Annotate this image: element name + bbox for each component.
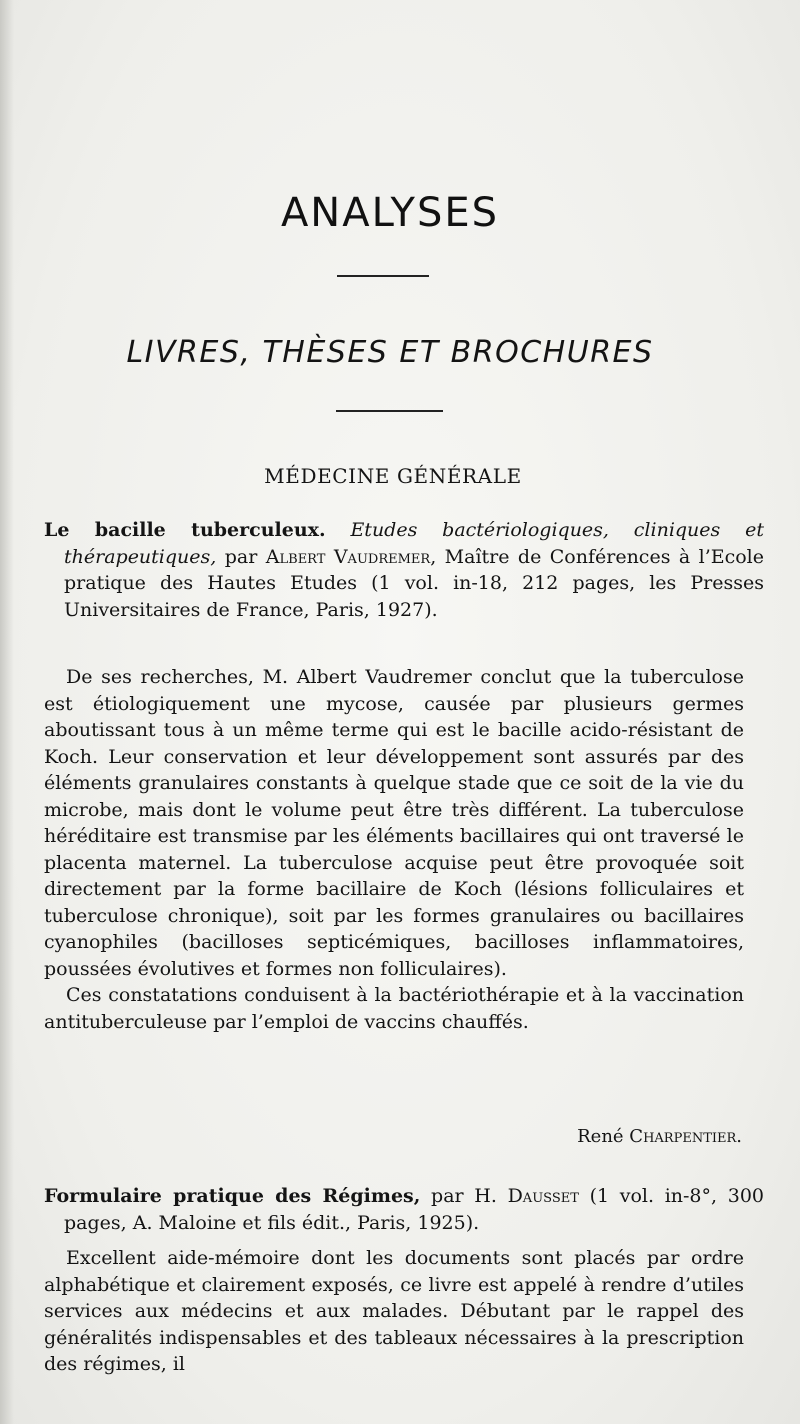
section-divider — [336, 410, 443, 412]
title-divider — [337, 275, 429, 277]
entry-author: Albert Vaudremer — [265, 545, 431, 568]
reviewer-signature — [577, 1126, 742, 1147]
entry-details: (1 vol. in-8°, 300 pages, A. Maloine et fils édit., Paris, 1925). — [64, 1185, 764, 1234]
entry-body — [44, 664, 744, 1035]
reviewer-last-name: Charpentier. — [629, 1126, 742, 1147]
entry-citation — [44, 517, 764, 623]
entry-by: par H. — [431, 1185, 497, 1207]
entry-citation — [44, 1183, 764, 1236]
entry-body — [44, 1245, 744, 1378]
entry-by: par — [224, 545, 258, 568]
subsection-title: MÉDECINE GÉNÉRALE — [264, 464, 522, 488]
entry-paragraph: Excellent aide-mémoire dont les documents sont placés par ordre alphabétique et clairement exposés, ce livre est appelé à rendre d’utiles services aux médecins et aux malades. Débutant par le rappel des généralités indispensables et des tableaux nécessaires à la prescription des régimes, il — [44, 1247, 744, 1375]
page-title: ANALYSES — [280, 190, 500, 236]
entry-author: Dausset — [507, 1185, 579, 1207]
section-title: LIVRES, THÈSES ET BROCHURES — [126, 335, 654, 370]
entry-paragraph: Ces constatations conduisent à la bactériothérapie et à la vaccination antituberculeuse par l’emploi de vaccins chauffés. — [44, 984, 744, 1033]
entry-subtitle: Etudes bactériologiques, cliniques et thérapeutiques, — [64, 519, 765, 568]
entry-title: Formulaire pratique des Régimes, — [44, 1185, 421, 1207]
reviewer-first-name: René — [577, 1126, 624, 1147]
entry-title: Le bacille tuberculeux. — [44, 519, 326, 541]
entry-details: , Maître de Conférences à l’Ecole pratique des Hautes Etudes (1 vol. in-18, 212 pages, les Presses Universitaires de France, Paris, 1927). — [64, 545, 765, 621]
entry-paragraph: De ses recherches, M. Albert Vaudremer conclut que la tuberculose est étiologiquement une mycose, causée par plusieurs germes aboutissant tous à un même terme qui est le bacille acido-résistant de Koch. Leur conservation et leur développement sont assurés par des éléments granulaires constants à quelque stade que ce soit de la vie du microbe, mais dont le volume peut être très différent. La tuberculose héréditaire est transmise par les éléments bacillaires qui ont traversé le placenta maternel. La tuberculose acquise peut être provoquée soit directement par la forme bacillaire de Koch (lésions folliculaires et tuberculose chronique), soit par les formes granulaires ou bacillaires cyanophiles (bacilloses septicémiques, bacilloses inflammatoires, poussées évolutives et formes non folliculaires). — [44, 666, 744, 980]
